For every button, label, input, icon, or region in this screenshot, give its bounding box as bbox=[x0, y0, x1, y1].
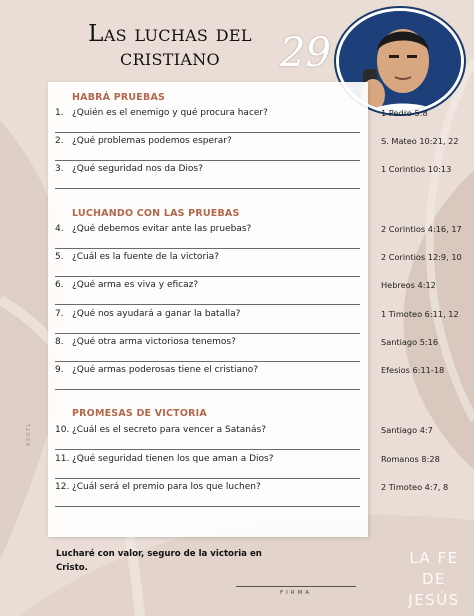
question-number: 11. bbox=[55, 454, 70, 464]
question-number: 4. bbox=[55, 224, 64, 234]
question-number: 5. bbox=[55, 252, 64, 262]
lesson-number: 29 bbox=[280, 30, 331, 76]
brand-line-2: DE JESÚS bbox=[408, 570, 460, 609]
question-row bbox=[55, 365, 360, 390]
question-text: ¿Cuál es el secreto para vencer a Satanás? bbox=[72, 425, 266, 435]
bible-reference: 2 Corintios 4:16, 17 bbox=[381, 224, 462, 234]
question-text: ¿Qué armas poderosas tiene el cristiano? bbox=[72, 365, 259, 375]
question-row bbox=[55, 454, 360, 479]
question-row bbox=[55, 280, 360, 305]
section-heading-luchando: LUCHANDO CON LAS PRUEBAS bbox=[72, 208, 240, 219]
question-row bbox=[55, 252, 360, 277]
bible-reference: 1 Pedro 5:8 bbox=[381, 108, 428, 118]
question-text: ¿Qué arma es viva y eficaz? bbox=[72, 280, 199, 290]
question-row bbox=[55, 136, 360, 161]
question-text: ¿Qué seguridad nos da Dios? bbox=[72, 164, 203, 174]
question-row bbox=[55, 482, 360, 507]
question-row bbox=[55, 337, 360, 362]
bible-reference: 2 Timoteo 4:7, 8 bbox=[381, 482, 449, 492]
question-number: 3. bbox=[55, 164, 64, 174]
bible-reference: Efesios 6:11-18 bbox=[381, 365, 445, 375]
question-number: 6. bbox=[55, 280, 64, 290]
question-text: ¿Cuál es la fuente de la victoria? bbox=[72, 252, 219, 262]
question-number: 7. bbox=[55, 309, 64, 319]
bible-reference: S. Mateo 10:21, 22 bbox=[381, 136, 459, 146]
bible-reference: 1 Corintios 10:13 bbox=[381, 164, 452, 174]
bible-reference: Hebreos 4:12 bbox=[381, 280, 436, 290]
question-row bbox=[55, 108, 360, 133]
brand-line-1: LA FE bbox=[409, 549, 459, 567]
question-number: 10. bbox=[55, 425, 70, 435]
question-text: ¿Qué nos ayudará a ganar la batalla? bbox=[72, 309, 241, 319]
question-number: 9. bbox=[55, 365, 64, 375]
question-text: ¿Qué otra arma victoriosa tenemos? bbox=[72, 337, 236, 347]
question-number: 1. bbox=[55, 108, 64, 118]
question-text: ¿Qué seguridad tienen los que aman a Dios? bbox=[72, 454, 274, 464]
bible-reference: Santiago 5:16 bbox=[381, 337, 439, 347]
section-heading-promesas: PROMESAS DE VICTORIA bbox=[72, 408, 207, 419]
question-row bbox=[55, 224, 360, 249]
question-number: 2. bbox=[55, 136, 64, 146]
side-label: ASOTL bbox=[26, 422, 32, 446]
signature-label: FIRMA bbox=[279, 590, 313, 596]
question-text: ¿Quién es el enemigo y qué procura hacer? bbox=[72, 108, 268, 118]
bible-reference: 1 Timoteo 6:11, 12 bbox=[381, 309, 459, 319]
question-row bbox=[55, 164, 360, 189]
bible-reference: 2 Corintios 12:9, 10 bbox=[381, 252, 462, 262]
section-heading-pruebas: HABRÁ PRUEBAS bbox=[72, 92, 166, 103]
page-title: Las luchas del cristiano bbox=[88, 21, 252, 71]
brand-logo bbox=[396, 548, 472, 611]
question-number: 8. bbox=[55, 337, 64, 347]
question-text: ¿Qué debemos evitar ante las pruebas? bbox=[72, 224, 252, 234]
question-row bbox=[55, 425, 360, 450]
commitment-statement: Lucharé con valor, seguro de la victoria en Cristo. bbox=[56, 549, 262, 573]
signature-line[interactable] bbox=[236, 586, 356, 587]
question-text: ¿Qué problemas podemos esperar? bbox=[72, 136, 232, 146]
question-number: 12. bbox=[55, 482, 70, 492]
bible-reference: Romanos 8:28 bbox=[381, 454, 440, 464]
bible-reference: Santiago 4:7 bbox=[381, 425, 433, 435]
question-text: ¿Cuál será el premio para los que luchen? bbox=[72, 482, 261, 492]
question-row bbox=[55, 309, 360, 334]
